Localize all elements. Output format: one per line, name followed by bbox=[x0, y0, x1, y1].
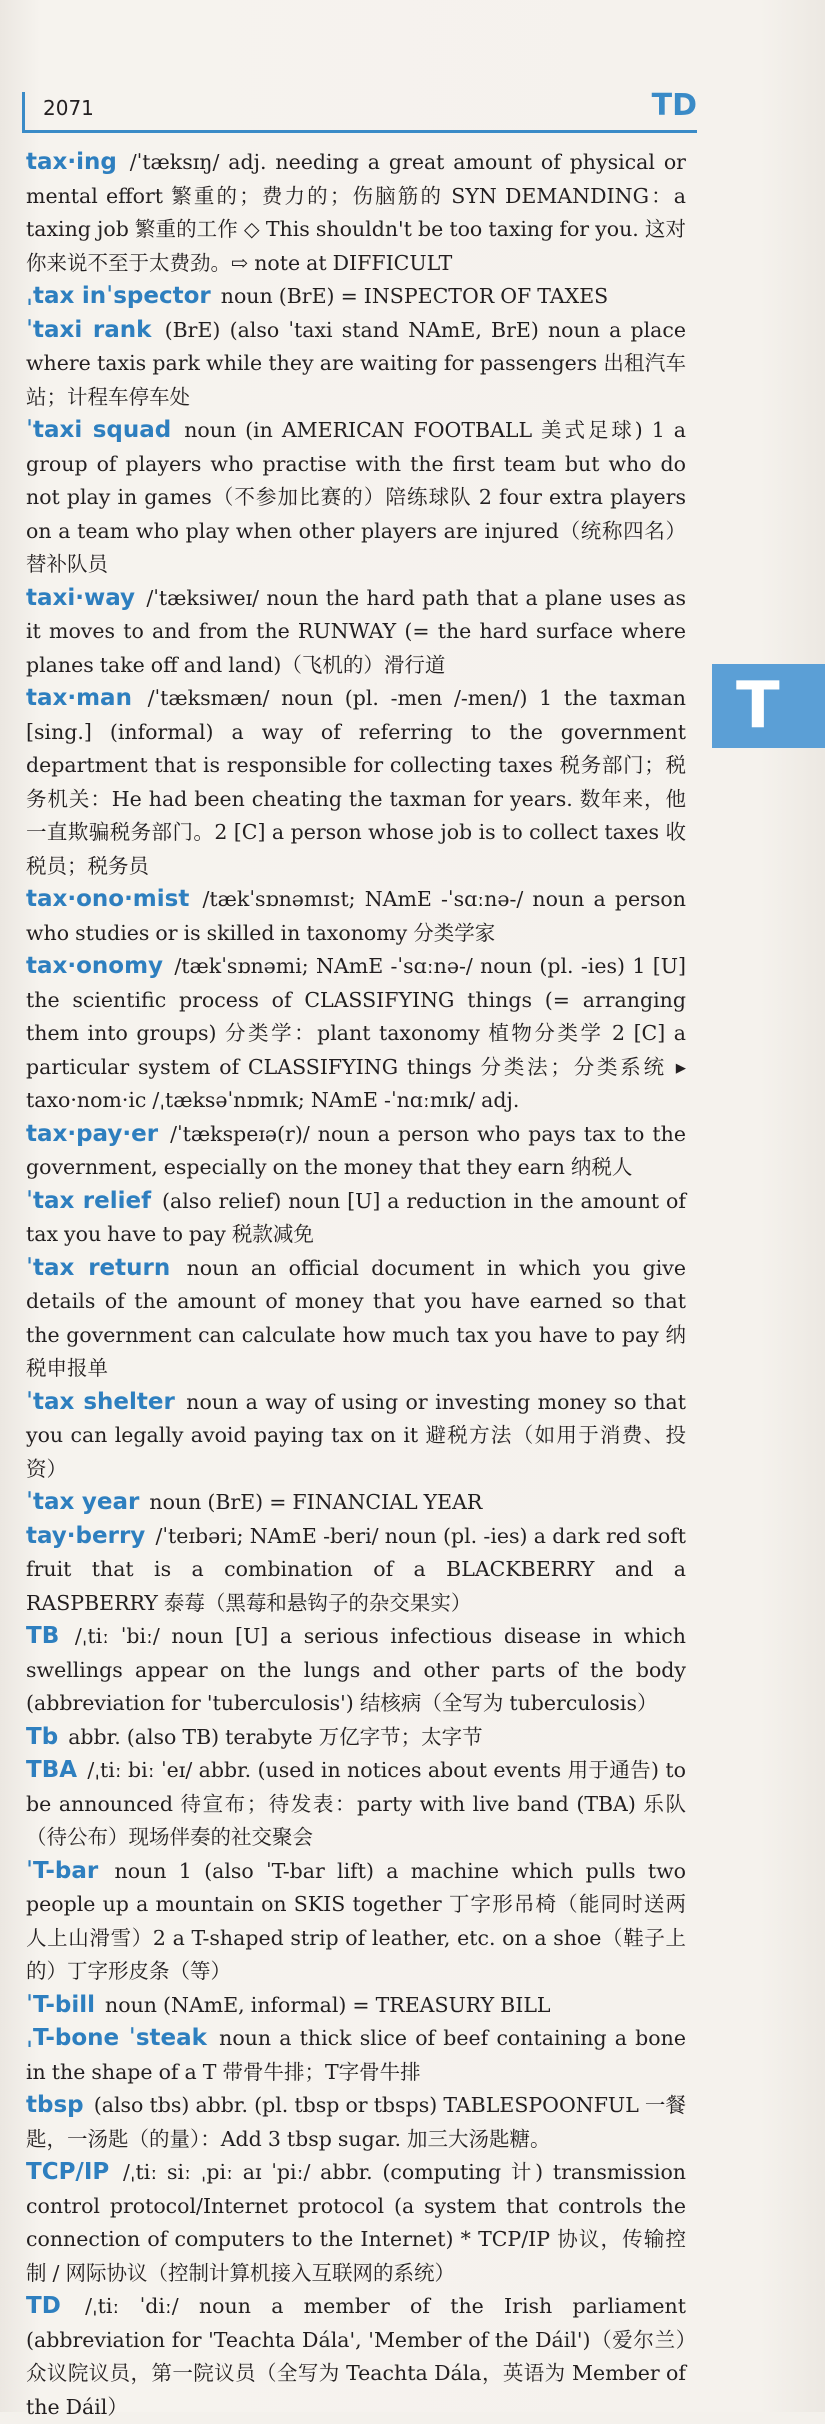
definition: noun (NAmE, informal) = TREASURY BILL bbox=[105, 1992, 551, 2017]
headword: ˈtax relief bbox=[26, 1187, 152, 1214]
headword: TCP/IP bbox=[26, 2159, 110, 2185]
definition: /ˈtæksmæn/ noun (pl. -men /-men/) 1 the taxman [sing.] (informal) a way of referring to the government department that is responsible for collecting taxes 税务部门；税务机关：He had been cheating the taxman for years. 数年来，他一直欺骗税务部门。2 [C] a person whose job is to collect taxes 收税员；税务员 bbox=[26, 686, 686, 878]
entry-taxi-squad bbox=[26, 414, 686, 582]
entry-td bbox=[26, 2290, 686, 2424]
definition: /ˈtæksiweɪ/ noun the hard path that a plane uses as it moves to and from the RUNWAY (= the hard surface where planes take off and land)（飞机的）滑行道 bbox=[26, 585, 686, 677]
headword: tax·man bbox=[26, 685, 132, 711]
headword: ˈT-bill bbox=[26, 1991, 96, 2018]
headword: ˈtax return bbox=[26, 1254, 171, 1281]
page-header bbox=[22, 88, 697, 133]
definition: noun (BrE) = INSPECTOR OF TAXES bbox=[220, 284, 609, 308]
headword: ˌT-bone ˈsteak bbox=[26, 2025, 207, 2051]
entry-taxonomist bbox=[26, 883, 686, 950]
headword: tax·pay·er bbox=[26, 1120, 159, 1147]
letter-thumb-tab: T bbox=[712, 664, 825, 748]
entry-tb bbox=[26, 1620, 686, 1721]
definition: /tækˈsɒnəmi; NAmE -ˈsɑːnə-/ noun (pl. -ies) 1 [U] the scientific process of CLASSIFYING things (= arranging them into groups) 分类学：plant taxonomy 植物分类学 2 [C] a particular system of CLASSIFYING things 分类法；分类系统 ▸ taxo·nom·ic /ˌtæksəˈnɒmɪk; NAmE -ˈnɑːmɪk/ adj. bbox=[26, 954, 686, 1112]
headword: TB bbox=[26, 1623, 60, 1649]
entry-tbsp bbox=[26, 2089, 686, 2156]
definition: noun a thick slice of beef containing a bone in the shape of a T 带骨牛排；T字骨牛排 bbox=[26, 2026, 686, 2084]
entry-taxonomy bbox=[26, 950, 686, 1118]
guide-word: TD bbox=[651, 88, 697, 123]
entry-tcp-ip bbox=[26, 2156, 686, 2290]
definition: /ˈtæksɪŋ/ adj. needing a great amount of physical or mental effort 繁重的；费力的；伤脑筋的 SYN DEMANDING：a taxing job 繁重的工作 ◇ This shouldn't be too taxing for you. 这对你来说不至于太费劲。⇨ note at DIFFICULT bbox=[26, 150, 686, 275]
headword: ˈtax shelter bbox=[26, 1388, 175, 1415]
entry-tba bbox=[26, 1754, 686, 1855]
page-number: 2071 bbox=[43, 96, 94, 120]
headword: ˈtax year bbox=[26, 1489, 140, 1515]
entry-tax-year bbox=[26, 1486, 686, 1520]
definition: noun 1 (also ˈT-bar lift) a machine which pulls two people up a mountain on SKIS together 丁字形吊椅（能同时送两人上山滑雪）2 a T-shaped strip of leather, etc. on a shoe（鞋子上的）丁字形皮条（等） bbox=[26, 1858, 686, 1983]
entry-tax-return bbox=[26, 1252, 686, 1386]
definition: (also tbs) abbr. (pl. tbsp or tbsps) TABLESPOONFUL 一餐匙，一汤匙（的量）：Add 3 tbsp sugar. 加三大汤匙糖。 bbox=[26, 2093, 686, 2151]
headword: TD bbox=[26, 2293, 61, 2319]
headword: TBA bbox=[26, 1757, 78, 1783]
entry-tax-inspector bbox=[26, 280, 686, 314]
dictionary-entries bbox=[26, 146, 686, 2424]
entry-tb-abbr bbox=[26, 1721, 686, 1755]
definition: (also relief) noun [U] a reduction in the amount of tax you have to pay 税款减免 bbox=[26, 1188, 686, 1246]
entry-taxpayer bbox=[26, 1118, 686, 1185]
headword: tax·onomy bbox=[26, 953, 164, 979]
entry-taxman bbox=[26, 682, 686, 883]
definition: (BrE) (also ˈtaxi stand NAmE, BrE) noun a place where taxis park while they are waiting for passengers 出租汽车站；计程车停车处 bbox=[26, 317, 686, 409]
entry-t-bar bbox=[26, 1855, 686, 1989]
headword: tay·berry bbox=[26, 1522, 146, 1549]
definition: /ˌtiː ˈbiː/ noun [U] a serious infectious disease in which swellings appear on the lungs and other parts of the body (abbreviation for 'tuberculosis') 结核病（全写为 tuberculosis） bbox=[26, 1624, 686, 1715]
definition: /ˌtiː biː ˈeɪ/ abbr. (used in notices about events 用于通告) to be announced 待宣布；待发表：party with live band (TBA) 乐队（待公布）现场伴奏的社交聚会 bbox=[26, 1758, 686, 1849]
entry-tax-shelter bbox=[26, 1386, 686, 1487]
definition: /ˈtækspeɪə(r)/ noun a person who pays tax to the government, especially on the money that they earn 纳税人 bbox=[26, 1121, 686, 1179]
entry-tayberry bbox=[26, 1520, 686, 1621]
definition: noun (in AMERICAN FOOTBALL 美式足球) 1 a group of players who practise with the first team but who do not play in games（不参加比赛的）陪练球队 2 four extra players on a team who play when other players are injured（统称四名）替补队员 bbox=[26, 418, 686, 576]
headword: taxi·way bbox=[26, 584, 136, 611]
entry-t-bill bbox=[26, 1989, 686, 2023]
definition: noun an official document in which you give details of the amount of money that you have earned so that the government can calculate how much tax you have to pay 纳税申报单 bbox=[26, 1255, 686, 1380]
headword: tax·ing bbox=[26, 149, 117, 175]
headword: ˈT-bar bbox=[26, 1857, 99, 1884]
definition: /tækˈsɒnəmɪst; NAmE -ˈsɑːnə-/ noun a person who studies or is skilled in taxonomy 分类学家 bbox=[26, 887, 686, 945]
headword: ˈtaxi squad bbox=[26, 417, 172, 443]
definition: noun a way of using or investing money so that you can legally avoid paying tax on it 避税方法（如用于消费、投资） bbox=[26, 1389, 686, 1481]
headword: ˌtax inˈspector bbox=[26, 283, 211, 309]
headword: tax·ono·mist bbox=[26, 886, 190, 912]
entry-tax-relief bbox=[26, 1185, 686, 1252]
entry-taxing bbox=[26, 146, 686, 280]
headword: tbsp bbox=[26, 2092, 84, 2118]
entry-taxi-rank bbox=[26, 314, 686, 415]
definition: /ˌtiː ˈdiː/ noun a member of the Irish parliament (abbreviation for 'Teachta Dála', 'Member of the Dáil')（爱尔兰）众议院议员，第一院议员（全写为 Teachta Dála，英语为 Member of the Dáil） bbox=[26, 2294, 686, 2419]
definition: abbr. (also TB) terabyte 万亿字节；太字节 bbox=[68, 1724, 483, 1749]
headword: Tb bbox=[26, 1723, 59, 1750]
definition: /ˌtiː siː ˌpiː aɪ ˈpiː/ abbr. (computing 计) transmission control protocol/Internet protocol (a system that controls the connection of computers to the Internet) * TCP/IP 协议，传输控制 / 网际协议（控制计算机接入互联网的系统） bbox=[26, 2160, 686, 2285]
definition: noun (BrE) = FINANCIAL YEAR bbox=[149, 1490, 483, 1514]
entry-taxiway bbox=[26, 582, 686, 683]
headword: ˈtaxi rank bbox=[26, 316, 152, 343]
entry-t-bone-steak bbox=[26, 2022, 686, 2089]
definition: /ˈteɪbəri; NAmE -beri/ noun (pl. -ies) a dark red soft fruit that is a combination of a BLACKBERRY and a RASPBERRY 泰莓（黑莓和悬钩子的杂交果实） bbox=[26, 1523, 686, 1615]
